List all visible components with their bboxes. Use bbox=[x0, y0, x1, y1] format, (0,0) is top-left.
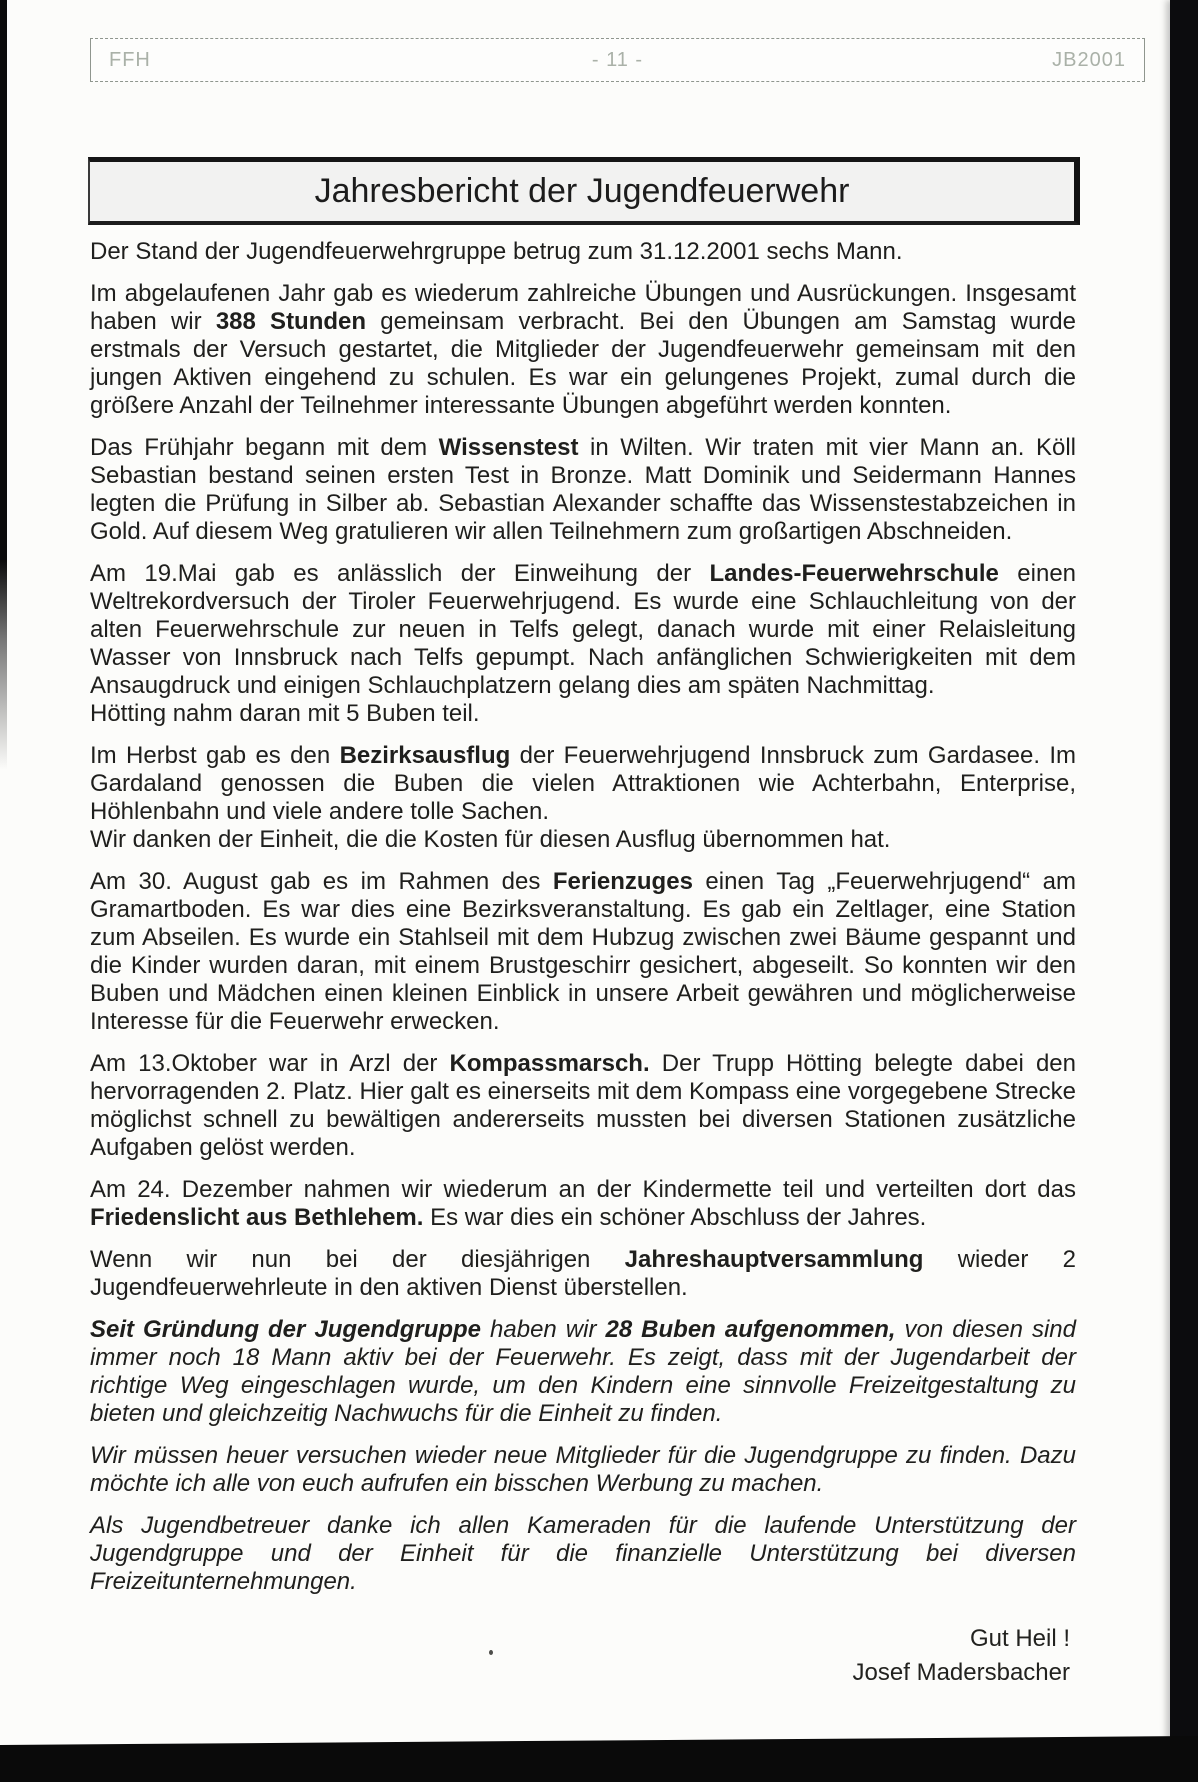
text-run: Wir müssen heuer versuchen wieder neue Mitglieder für die Jugendgruppe zu finden. Dazu möchte ich alle von euch aufrufen ein bisschen Werbung zu machen. bbox=[90, 1442, 1076, 1497]
paragraph-jahreshauptversammlung bbox=[90, 1246, 1076, 1302]
signature-name: Josef Madersbacher bbox=[852, 1659, 1070, 1686]
text-run: wieder 2 Jugendfeuerwehrleute in den aktiven Dienst überstellen. bbox=[90, 1246, 1076, 1301]
paragraph-wissenstest bbox=[90, 434, 1076, 546]
text-run: der Feuerwehrjugend Innsbruck zum Gardasee. Im Gardaland genossen die Buben die vielen Attraktionen wie Achterbahn, Enterprise, Höhlenbahn und viele andere tolle Sachen. bbox=[90, 742, 1076, 825]
text-run: Wenn wir nun bei der diesjährigen bbox=[90, 1246, 625, 1273]
text-run: Seit Gründung der Jugendgruppe bbox=[90, 1316, 482, 1343]
paragraph-bezirksausflug bbox=[90, 742, 1076, 854]
page-header-box bbox=[90, 38, 1145, 82]
text-run: Es war dies ein schöner Abschluss der Jahres. bbox=[423, 1204, 927, 1231]
text-run: haben wir bbox=[481, 1316, 606, 1343]
paragraph-ferienzug bbox=[90, 868, 1076, 1036]
paragraph-friedenslicht bbox=[90, 1176, 1076, 1232]
text-run: einen Tag „Feuerwehrjugend“ am Gramartboden. Es war dies eine Bezirksveranstaltung. Es gab ein Zeltlager, eine Station zum Abseilen. Es wurde ein Stahlseil mit dem Hubzug zwischen zwei Bäume gespannt und die Kinder wurden daran, mit einem Brustgeschirr gesichert, abgeseilt. So konnten wir den Buben und Mädchen einen kleinen Einblick in unsere Arbeit gewähren und möglicherweise Interesse für die Feuerwehr erwecken. bbox=[90, 868, 1077, 1035]
header-page-number: - 11 - bbox=[591, 48, 644, 71]
text-run: gemeinsam verbracht. Bei den Übungen am Samstag wurde erstmals der Versuch gestartet, die Mitglieder der Jugendfeuerwehr gemeinsam mit den jungen Aktiven eingehend zu schulen. Es war ein gelungenes Projekt, zumal durch die größere Anzahl der Teilnehmer interessante Übungen abgeführt werden konnten. bbox=[90, 308, 1076, 419]
text-run: Hötting nahm daran mit 5 Buben teil. bbox=[90, 700, 480, 727]
text-run: Das Frühjahr begann mit dem bbox=[90, 434, 439, 461]
report-body bbox=[90, 238, 1076, 1690]
report-title: Jahresbericht der Jugendfeuerwehr bbox=[314, 172, 850, 210]
header-report-code: JB2001 bbox=[1052, 48, 1126, 71]
scan-artifact-bottom-edge bbox=[0, 1734, 1198, 1782]
text-run: Landes-Feuerwehrschule bbox=[709, 560, 999, 587]
header-document-code: FFH bbox=[109, 48, 151, 71]
text-run: Wissenstest bbox=[438, 434, 579, 461]
paragraph-dank bbox=[90, 1512, 1076, 1596]
text-run: Am 24. Dezember nahmen wir wiederum an der Kindermette teil und verteilten dort das bbox=[90, 1176, 1076, 1203]
paragraph-stand bbox=[90, 238, 1076, 266]
text-run: Kompassmarsch. bbox=[449, 1050, 650, 1077]
text-run: Ferienzuges bbox=[552, 868, 693, 895]
paragraph-kompassmarsch bbox=[90, 1050, 1076, 1162]
text-run: einen Weltrekordversuch der Tiroler Feuerwehrjugend. Es wurde eine Schlauchleitung von der alten Feuerwehrschule zur neuen in Telfs gelegt, danach wurde mit einer Relaisleitung Wasser von Innsbruck nach Telfs gepumpt. Nach anfänglichen Schwierigkeiten mit dem Ansaugdruck und einigen Schlauchplatzern gelang dies am späten Nachmittag. bbox=[90, 560, 1077, 699]
text-run: Im Herbst gab es den bbox=[90, 742, 340, 769]
text-run: Wir danken der Einheit, die die Kosten für diesen Ausflug übernommen hat. bbox=[90, 826, 891, 853]
scan-artifact-left-edge bbox=[0, 0, 7, 780]
text-run: Am 13.Oktober war in Arzl der bbox=[90, 1050, 450, 1077]
paragraph-weltrekordversuch bbox=[90, 560, 1076, 728]
text-run: Friedenslicht aus Bethlehem. bbox=[90, 1204, 424, 1231]
signature-closing: Gut Heil ! bbox=[969, 1625, 1070, 1652]
text-run: von diesen sind immer noch 18 Mann aktiv bei der Feuerwehr. Es zeigt, dass mit der Jugendarbeit der richtige Weg eingeschlagen wurde, um den Kindern eine sinnvolle Freizeitgestaltung zu bieten und gleichzeitig Nachwuchs für die Einheit zu finden. bbox=[90, 1316, 1077, 1427]
text-run: Am 30. August gab es im Rahmen des bbox=[90, 868, 553, 895]
text-run: Der Stand der Jugendfeuerwehrgruppe betrug zum 31.12.2001 sechs Mann. bbox=[90, 238, 903, 265]
paragraph-gruendung bbox=[90, 1316, 1076, 1428]
paragraph-uebungen bbox=[90, 280, 1076, 420]
report-title-box bbox=[88, 157, 1080, 225]
signature-block bbox=[90, 1622, 1076, 1690]
text-run: Als Jugendbetreuer danke ich allen Kameraden für die laufende Unterstützung der Jugendgruppe und der Einheit für die finanzielle Unterstützung bei diversen Freizeitunternehmungen. bbox=[90, 1512, 1076, 1595]
text-run: Im abgelaufenen Jahr gab es wiederum zahlreiche Übungen und Ausrückungen. Insgesamt haben wir bbox=[90, 280, 1076, 335]
text-run: in Wilten. Wir traten mit vier Mann an. Köll Sebastian bestand seinen ersten Test in Bronze. Matt Dominik und Seidermann Hannes legten die Prüfung in Silber ab. Sebastian Alexander schaffte das Wissenstestabzeichen in Gold. Auf diesem Weg gratulieren wir allen Teilnehmern zum großartigen Abschneiden. bbox=[90, 434, 1077, 545]
text-run: Der Trupp Hötting belegte dabei den hervorragenden 2. Platz. Hier galt es einerseits mit dem Kompass eine vorgegebene Strecke möglichst schnell zu bewältigen andererseits mussten bei diversen Stationen zusätzliche Aufgaben gelöst werden. bbox=[90, 1050, 1076, 1161]
text-run: 388 Stunden bbox=[215, 308, 367, 335]
scan-artifact-right-edge bbox=[1170, 0, 1198, 1782]
paragraph-neue-mitglieder bbox=[90, 1442, 1076, 1498]
text-run: Am 19.Mai gab es anlässlich der Einweihung der bbox=[90, 560, 710, 587]
text-run: Bezirksausflug bbox=[339, 742, 511, 769]
text-run: 28 Buben aufgenommen, bbox=[605, 1316, 896, 1343]
text-run: Jahreshauptversammlung bbox=[624, 1246, 924, 1273]
